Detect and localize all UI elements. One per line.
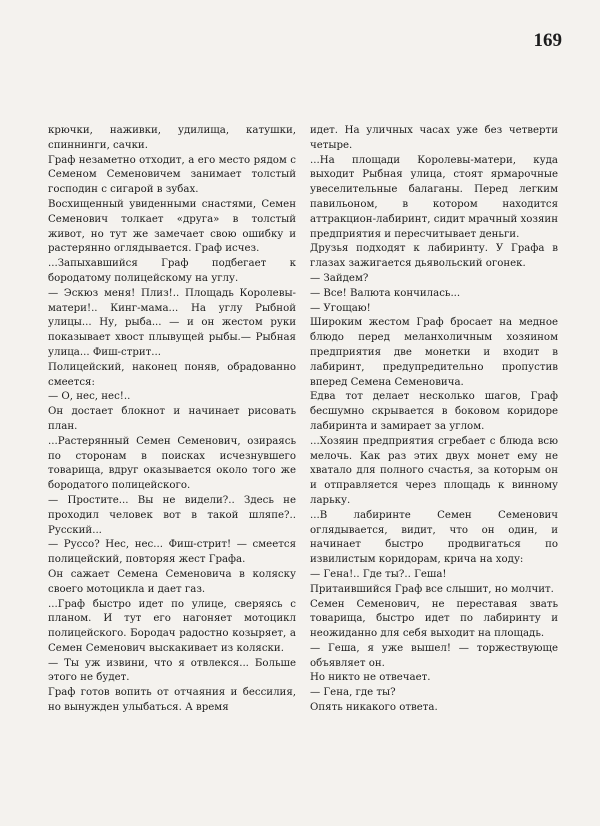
paragraph: ...На площади Королевы-матери, куда выходит Рыбная улица, стоят ярмарочные увеселительные балаганы. Перед легким павильоном, в котором находится аттракцион-лабиринт, сидит мрачный хозяин предприятия и пересчитывает деньги.	[310, 154, 558, 240]
paragraph: Притаившийся Граф все слышит, но молчит.	[310, 583, 554, 595]
paragraph: Но никто не отвечает.	[310, 672, 431, 684]
paragraph: Едва тот делает несколько шагов, Граф бесшумно скрывается в боковом коридоре лабиринта и замирает за углом.	[310, 391, 558, 432]
paragraph: — Эскюз меня! Плиз!.. Площадь Королевы-матери!.. Кинг-мама... На углу Рыбной улицы... Ну, рыба... — и он жестом руки показывает хвост плывущей рыбы.— Рыбная улица... Фиш-стрит...	[48, 287, 296, 358]
paragraph: — Угощаю!	[310, 302, 371, 314]
paragraph: ...Запыхавшийся Граф подбегает к бородатому полицейскому на углу.	[48, 258, 296, 284]
paragraph: Опять никакого ответа.	[310, 702, 438, 714]
paragraph: — Зайдем?	[310, 272, 369, 284]
paragraph: ...В лабиринте Семен Семенович оглядывается, видит, что он один, и начинает быстро продвигаться по извилистым коридорам, крича на ходу:	[310, 509, 558, 566]
paragraph: — Руссо? Нес, нес... Фиш-стрит! — смеется полицейский, повторяя жест Графа.	[48, 539, 296, 566]
paragraph: ...Хозяин предприятия сгребает с блюда всю мелочь. Как раз этих двух монет ему не хватало для полного счастья, за которым он и отправляется через площадь к винному ларьку.	[310, 435, 558, 506]
paragraph: Восхищенный увиденными снастями, Семен Семенович толкает «друга» в толстый живот, но тут же замечает свою ошибку и растерянно оглядывается. Граф исчез.	[48, 198, 296, 255]
left-column	[48, 124, 296, 716]
paragraph: — Гена, где ты?	[310, 687, 396, 699]
paragraph: Друзья подходят к лабиринту. У Графа в глазах зажигается дьявольский огонек.	[310, 243, 558, 270]
paragraph: — Простите... Вы не видели?.. Здесь не проходил человек вот в такой шляпе?.. Русский...	[48, 494, 296, 536]
paragraph: Он сажает Семена Семеновича в коляску своего мотоцикла и дает газ.	[48, 568, 296, 595]
paragraph: ...Растерянный Семен Семенович, озираясь по сторонам в поисках исчезнувшего товарища, вдруг оказывается около того же бородатого полицейского.	[48, 435, 296, 492]
paragraph: — О, нес, нес!..	[48, 391, 131, 403]
paragraph: Граф незаметно отходит, а его место рядом с Семеном Семеновичем занимает толстый господин с сигарой в зубах.	[48, 154, 296, 196]
paragraph: Широким жестом Граф бросает на медное блюдо перед меланхоличным хозяином предприятия две монетки и входит в лабиринт, предупредительно пропустив вперед Семена Семеновича.	[310, 317, 558, 388]
paragraph: Он достает блокнот и начинает рисовать план.	[48, 406, 296, 432]
paragraph: крючки, наживки, удилища, катушки, спиннинги, сачки.	[48, 125, 296, 151]
paragraph: — Все! Валюта кончилась...	[310, 287, 461, 299]
paragraph: — Гена!.. Где ты?.. Геша!	[310, 568, 447, 580]
paragraph: Полицейский, наконец поняв, обрадованно смеется:	[48, 361, 296, 388]
paragraph: Семен Семенович, не переставая звать товарища, быстро идет по лабиринту и неожиданно для себя выходит на площадь.	[310, 598, 558, 640]
paragraph: — Геша, я уже вышел! — торжествующе объявляет он.	[310, 642, 558, 669]
paragraph: Граф готов вопить от отчаяния и бессилия, но вынужден улыбаться. А время	[48, 687, 296, 714]
page-number: 169	[533, 30, 562, 51]
paragraph: идет. На уличных часах уже без четверти четыре.	[310, 125, 558, 151]
paragraph: ...Граф быстро идет по улице, сверяясь с планом. И тут его нагоняет мотоцикл полицейского. Бородач радостно козыряет, а Семен Семенович выскакивает из коляски.	[48, 598, 296, 654]
right-column	[310, 124, 558, 716]
paragraph: — Ты уж извини, что я отвлекся... Больше этого не будет.	[48, 657, 296, 684]
